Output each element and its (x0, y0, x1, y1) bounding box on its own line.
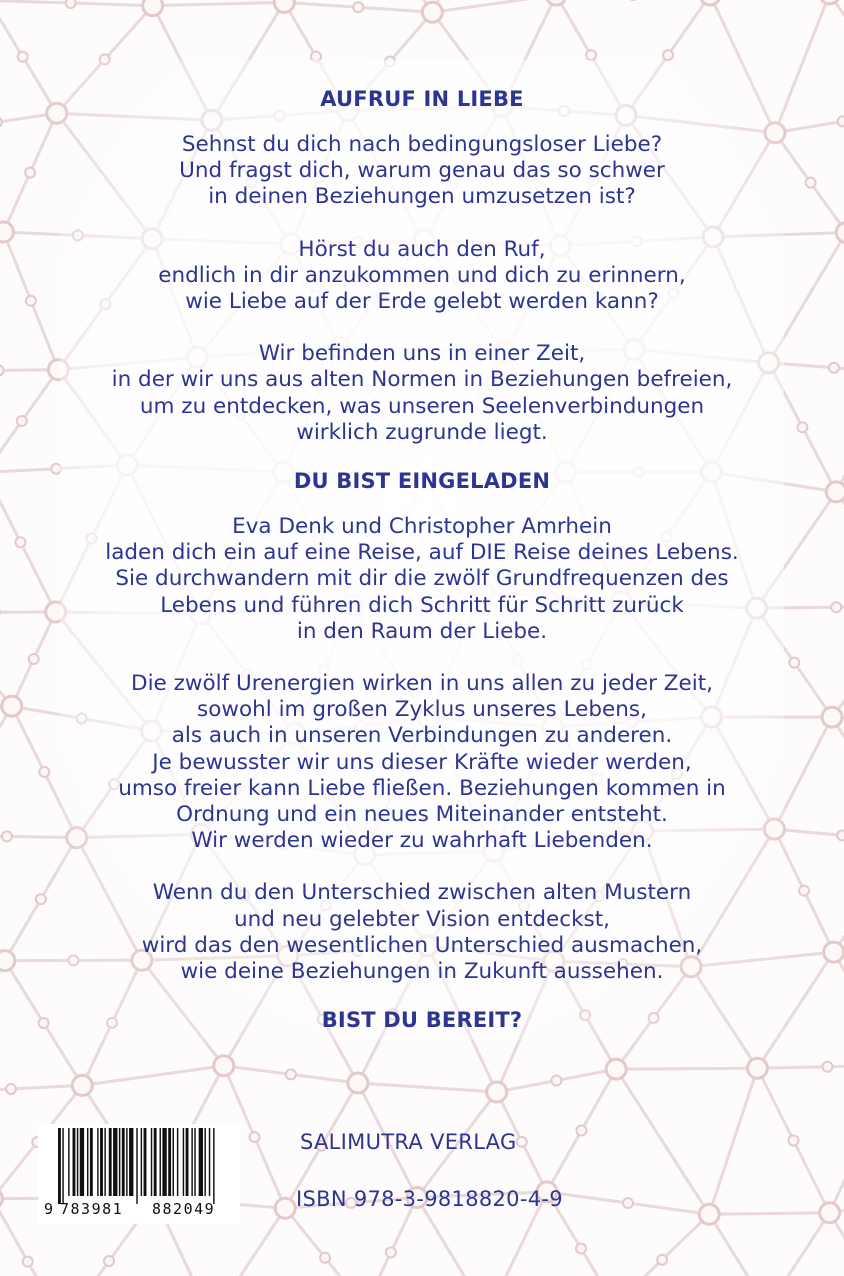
barcode-bar (213, 1128, 214, 1204)
pattern-line (830, 1065, 844, 1212)
pattern-node-small (320, 1253, 330, 1263)
barcode-bar (58, 1128, 61, 1204)
barcode-bar (109, 1128, 112, 1196)
text-line: Und fragst dich, warum genau das so schwer (179, 158, 665, 184)
pattern-node-small (353, 2, 363, 12)
pattern-line (285, 1208, 365, 1276)
barcode-bar (173, 1128, 174, 1196)
barcode-bar (77, 1128, 78, 1196)
barcode-bar (199, 1128, 203, 1196)
text-line: Sie durchwandern mit dir die zwölf Grundfrequenzen des (115, 566, 729, 592)
pattern-line (767, 1213, 829, 1276)
pattern-node-small (6, 1084, 16, 1094)
pattern-node-small (788, 1136, 798, 1146)
text-line: wie deine Beziehungen in Zukunft aussehen. (180, 959, 664, 985)
pattern-line (709, 1068, 757, 1214)
barcode-bar (154, 1128, 157, 1196)
text-line: Je bewusster wir uns dieser Kräfte wieder werden, (152, 749, 692, 775)
barcode-digits (38, 1198, 240, 1220)
pattern-node (820, 1203, 840, 1223)
barcode-digit-first: 9 (44, 1200, 54, 1218)
text-line: Ordnung und ein neues Miteinander entsteht. (176, 802, 668, 828)
barcode-bar (100, 1128, 103, 1196)
barcode-bar (204, 1128, 205, 1196)
barcode-bar (191, 1128, 192, 1196)
barcode-bar (209, 1128, 210, 1196)
pattern-node (274, 0, 294, 12)
text-line: laden dich ein auf eine Reise, auf DIE Reise deines Lebens. (105, 540, 739, 566)
barcode-bars (38, 1124, 240, 1204)
pattern-node-small (286, 1069, 296, 1079)
text-line: wirklich zugrunde liegt. (296, 419, 548, 445)
barcode-bar (144, 1128, 147, 1196)
barcode-bar (126, 1128, 127, 1196)
pattern-node-small (249, 1132, 259, 1142)
pattern-node-small (23, 1257, 33, 1267)
pattern-line (709, 1213, 829, 1214)
pattern-node-small (586, 50, 596, 60)
pattern-node-small (18, 52, 28, 62)
barcode-bar (186, 1128, 189, 1196)
pattern-line (153, 2, 285, 5)
pattern-node (606, 1059, 626, 1079)
pattern-node-small (386, 1247, 396, 1257)
isbn-number: ISBN 978-3-9818820-4-9 (296, 1187, 563, 1211)
heading-bist-du-bereit: BIST DU BEREIT? (321, 1008, 523, 1033)
pattern-node-small (663, 50, 673, 60)
text-line: und neu gelebter Vision entdeckst, (234, 906, 610, 932)
text-line: endlich in dir anzukommen und dich zu erinnern, (158, 262, 686, 288)
pattern-node (72, 1075, 92, 1095)
pattern-node-small (576, 1244, 586, 1254)
text-line: umso freier kann Liebe fließen. Beziehungen kommen in (118, 775, 726, 801)
paragraph-4 (0, 514, 844, 645)
barcode-bar (141, 1128, 142, 1196)
pattern-node (487, 1082, 507, 1102)
text-line: als auch in unseren Verbindungen zu anderen. (171, 723, 673, 749)
pattern-line (432, 0, 556, 12)
barcode-digits-left: 783981 (60, 1200, 124, 1218)
barcode-bar (136, 1128, 137, 1204)
text-line: Sehnst du dich nach bedingungsloser Liebe? (181, 132, 663, 157)
pattern-node (214, 1056, 234, 1076)
barcode-bar (160, 1128, 161, 1196)
text-line: Wir werden wieder zu wahrhaft Liebenden. (191, 828, 653, 854)
text-line: Wenn du den Unterschied zwischen alten Mustern (152, 880, 692, 906)
text-line: in der wir uns aus alten Normen in Beziehungen befreien, (111, 367, 733, 393)
barcode-bar (62, 1128, 63, 1204)
pattern-node (422, 2, 442, 22)
pattern-node-small (551, 1076, 561, 1086)
pattern-line (358, 1083, 497, 1092)
text-line: Wir befinden uns in einer Zeit, (258, 341, 586, 367)
text-line: in deinen Beziehungen umzusetzen ist? (208, 184, 636, 210)
barcode-bar (129, 1128, 133, 1196)
text-line: Eva Denk und Christopher Amrhein (232, 514, 612, 540)
pattern-node (0, 1189, 2, 1209)
pattern-line (82, 1066, 223, 1086)
barcode-bar (177, 1128, 178, 1196)
isbn-barcode (38, 1124, 240, 1224)
barcode-bar (113, 1128, 117, 1196)
barcode-bar (119, 1128, 120, 1196)
barcode-bar (80, 1128, 84, 1196)
pattern-line (615, 1214, 709, 1276)
text-line: um zu entdecken, was unseren Seelenverbindungen (139, 393, 705, 419)
pattern-node (747, 1058, 767, 1078)
barcode-bar (87, 1128, 88, 1196)
text-line: Die zwölf Urenergien wirken in uns allen zu jeder Zeit, (131, 671, 713, 697)
heading-du-bist-eingeladen: DU BIST EINGELADEN (293, 469, 551, 494)
barcode-bar (162, 1128, 166, 1196)
barcode-bar (97, 1128, 98, 1196)
barcode-bar (90, 1128, 93, 1196)
text-line: sowohl im großen Zyklus unseres Lebens, (197, 697, 647, 723)
barcode-bar (151, 1128, 152, 1196)
text-line: Hörst du auch den Ruf, (298, 236, 546, 262)
pattern-node (275, 1198, 295, 1218)
paragraph-3 (0, 341, 844, 446)
pattern-line (709, 1214, 767, 1276)
pattern-node (348, 1073, 368, 1093)
pattern-node-small (104, 1256, 114, 1266)
pattern-node-small (657, 1255, 667, 1265)
pattern-line (616, 1068, 757, 1069)
pattern-node-small (822, 1062, 832, 1072)
heading-aufruf-in-liebe: AUFRUF IN LIEBE (320, 87, 524, 111)
text-line: wie Liebe auf der Erde gelebt werden kann? (185, 289, 659, 315)
paragraph-5 (0, 671, 844, 854)
pattern-node (699, 1204, 719, 1224)
pattern-node (143, 0, 163, 16)
paragraph-1 (0, 132, 844, 211)
back-cover-text (0, 84, 844, 1035)
barcode-bar (104, 1128, 105, 1196)
barcode-bar (183, 1128, 184, 1196)
barcode-digits-right: 882049 (152, 1200, 216, 1218)
paragraph-2 (0, 237, 844, 316)
text-line: wird das den wesentlichen Unterschied ausmachen, (141, 932, 703, 958)
barcode-bar (194, 1128, 195, 1196)
barcode-bar (68, 1128, 69, 1196)
barcode-bar (73, 1128, 76, 1196)
pattern-node-small (66, 0, 76, 8)
text-line: Lebens und führen dich Schritt für Schritt zurück (160, 592, 684, 618)
text-line: in den Raum der Liebe. (296, 618, 548, 644)
barcode-bar (168, 1128, 171, 1196)
publisher-name: SALIMUTRA VERLAG (300, 1130, 517, 1154)
barcode-bar (122, 1128, 125, 1196)
paragraph-6 (0, 880, 844, 985)
